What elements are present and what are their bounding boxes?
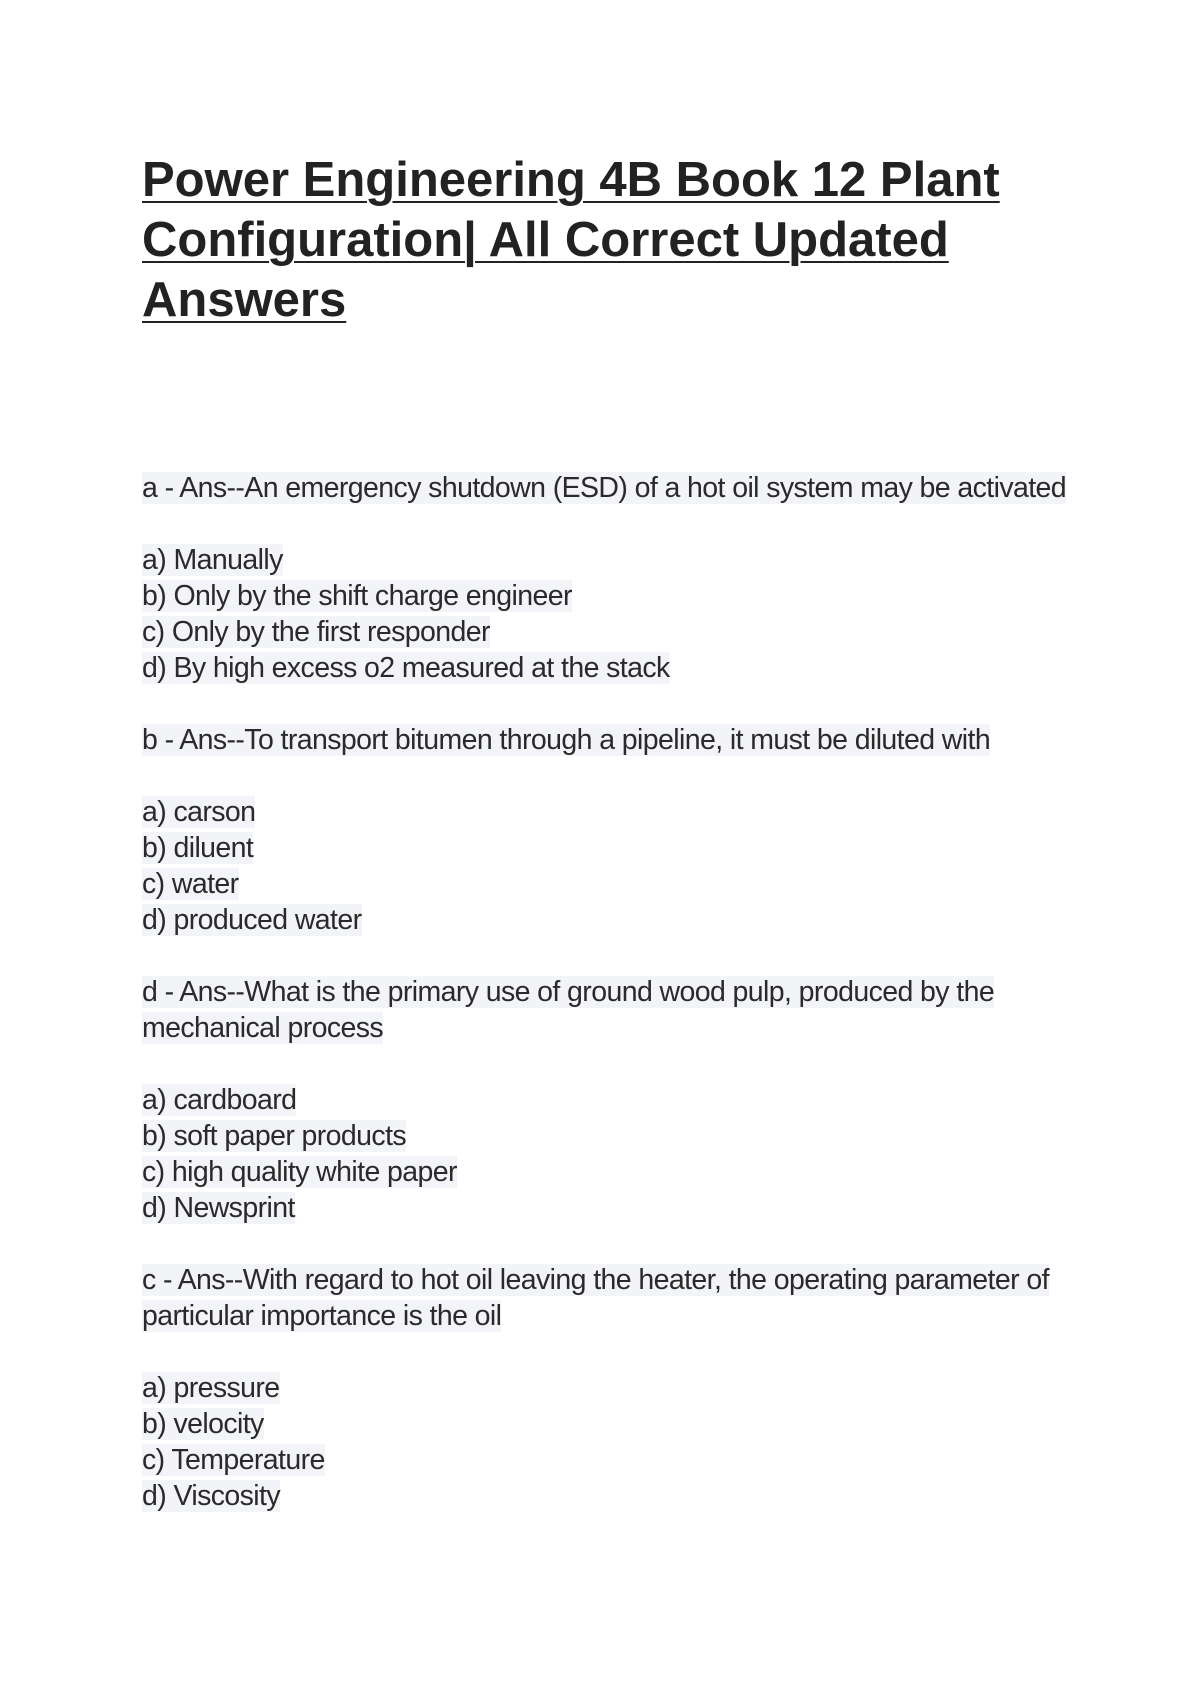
question-text-span: c - Ans--With regard to hot oil leaving the heater, the operating parameter of particular importance is the oil [142, 1264, 1049, 1332]
question-block [142, 974, 1102, 1226]
option-item [142, 1442, 1102, 1478]
question-text [142, 722, 1102, 758]
option-text: a) carson [142, 796, 256, 828]
option-item [142, 578, 1102, 614]
option-text: b) Only by the shift charge engineer [142, 580, 572, 612]
option-item [142, 1082, 1102, 1118]
option-text: d) By high excess o2 measured at the stack [142, 652, 670, 684]
option-text: c) high quality white paper [142, 1156, 457, 1188]
answer-options [142, 1370, 1102, 1514]
question-text [142, 1262, 1102, 1334]
question-block [142, 722, 1102, 938]
option-item [142, 794, 1102, 830]
option-text: d) Newsprint [142, 1192, 295, 1224]
option-item [142, 1190, 1102, 1226]
option-text: b) velocity [142, 1408, 264, 1440]
question-text [142, 974, 1102, 1046]
option-item [142, 1478, 1102, 1514]
option-item [142, 866, 1102, 902]
option-text: c) Only by the first responder [142, 616, 490, 648]
option-item [142, 542, 1102, 578]
option-text: d) Viscosity [142, 1480, 280, 1512]
answer-options [142, 794, 1102, 938]
option-text: b) soft paper products [142, 1120, 407, 1152]
question-text-span: a - Ans--An emergency shutdown (ESD) of a hot oil system may be activated [142, 472, 1067, 504]
option-item [142, 1118, 1102, 1154]
question-block [142, 1262, 1102, 1514]
option-item [142, 1370, 1102, 1406]
option-text: b) diluent [142, 832, 254, 864]
option-item [142, 1406, 1102, 1442]
option-text: d) produced water [142, 904, 362, 936]
document-title: Power Engineering 4B Book 12 Plant Configuration| All Correct Updated Answers [142, 153, 1000, 327]
option-item [142, 830, 1102, 866]
question-list [142, 470, 1102, 1550]
option-item [142, 1154, 1102, 1190]
option-text: a) pressure [142, 1372, 280, 1404]
question-block [142, 470, 1102, 686]
question-text [142, 470, 1102, 506]
option-text: c) Temperature [142, 1444, 325, 1476]
option-item [142, 650, 1102, 686]
answer-options [142, 1082, 1102, 1226]
option-item [142, 614, 1102, 650]
option-text: a) cardboard [142, 1084, 297, 1116]
answer-options [142, 542, 1102, 686]
question-text-span: b - Ans--To transport bitumen through a pipeline, it must be diluted with [142, 724, 991, 756]
option-text: c) water [142, 868, 239, 900]
option-item [142, 902, 1102, 938]
question-text-span: d - Ans--What is the primary use of ground wood pulp, produced by the mechanical process [142, 976, 995, 1044]
option-text: a) Manually [142, 544, 283, 576]
